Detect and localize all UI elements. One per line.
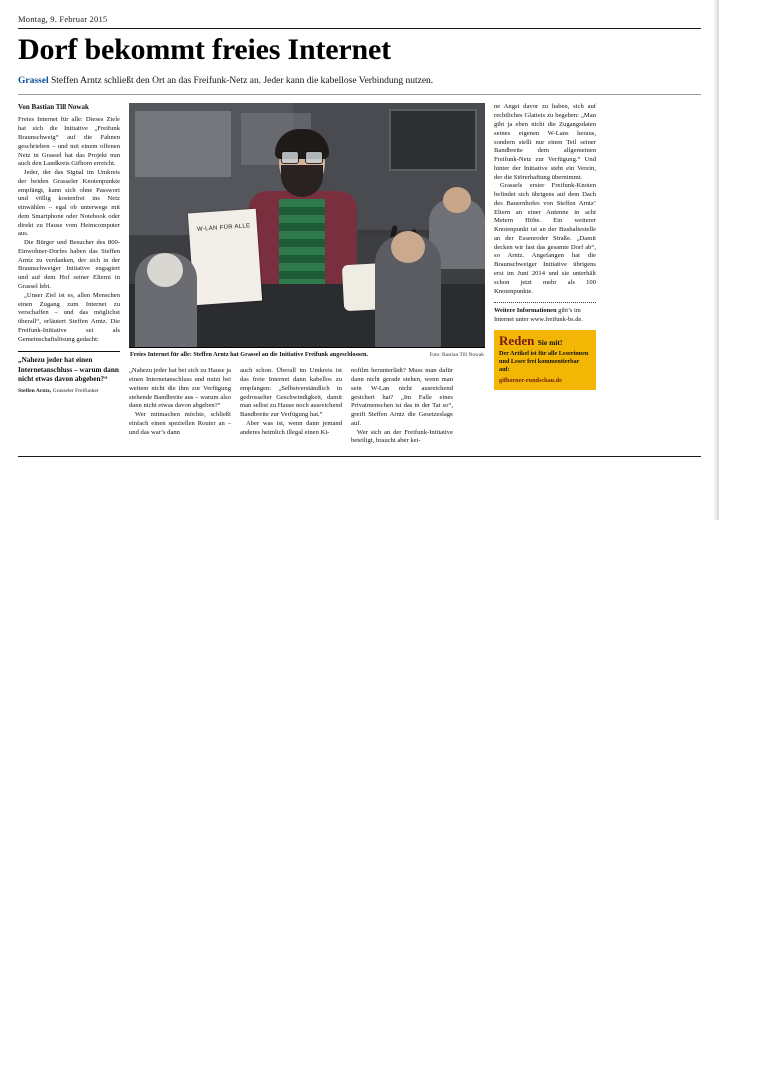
photo-sign-text: W-LAN FÜR ALLE	[196, 223, 251, 234]
paragraph: Freies Internet für alle: Dieses Ziele hat sich die Initiative „Freifunk Braunschweig“ auf die Fahnen geschrieben – und mit einem offenen Netz in Grassel hat das Projekt nun auch den Landkreis Gifhorn erreicht.	[18, 116, 120, 168]
reden-title-main: Reden	[499, 332, 535, 348]
pull-quote-text: „Nahezu jeder hat einen Internetanschluss – warum dann nicht etwas davon abgeben?“	[18, 356, 119, 383]
reden-link[interactable]: gifhorner-rundschau.de	[499, 377, 562, 385]
lower-columns	[129, 367, 485, 446]
pull-quote-source	[18, 388, 120, 394]
pull-quote-source-name: Steffen Arntz,	[18, 388, 52, 395]
paragraph: Grassels erster Freifunk-Knoten befindet sich übrigens auf dem Dach des Bauernhofes von Steffen Arntz’ Eltern an einer Antenne in acht Metern Höhe. Ein weiterer Knotenpunkt ist an der Bushaltestelle an der Essenroder Straße. „Damit decken wir fast das gesamte Dorf ab“, so Arntz. Angefangen hat die Braunschweiger Initiative übrigens erst im Juni 2014 und sie unterhält schon jetzt mehr als 100 Knotenpunkte.	[494, 182, 596, 295]
paragraph: auch schon. Überall im Umkreis ist das freie Internet dann kabellos zu empfangen: „Selbstverständlich in gedrosselter Geschwindigkeit, damit man selbst zu Hause noch ausreichend Bandbreite zur Verfügung hat.“	[240, 367, 342, 419]
more-info	[494, 307, 596, 324]
paragraph: ne Angst davor zu haben, sich auf rechtliches Glatteis zu begeben: „Man gibt ja eben nicht die Zugangsdaten seines eigenen W-Lans heraus, sondern stellt nur einen Teil seiner Bandbreite dem allgemeinen Freifunk-Netz zur Verfügung.“ Und hinter der Initiative steht ein Verein, der die Störerhaftung übernimmt.	[494, 103, 596, 181]
paragraph: Aber was ist, wenn dann jemand anderes heimlich illegal einen Ki-	[240, 419, 342, 436]
paragraph: „Nahezu jeder hat bei sich zu Hause ja einen Internetanschluss und nutzt bei weitem nicht die ihm zur Verfügung stehende Bandbreite aus – warum also dann nicht etwas davon abgeben?“	[129, 367, 231, 410]
photo-sign	[188, 209, 262, 306]
top-rule	[18, 28, 701, 29]
headline: Dorf bekommt freies Internet	[18, 33, 391, 66]
photo-window	[135, 111, 231, 177]
subline-rule	[18, 94, 701, 95]
subline	[18, 76, 701, 88]
photo-screen	[389, 109, 477, 171]
paragraph: nofilm herunterlädt? Muss man dafür dann nicht gerade stehen, wenn man sein W-Lan nicht ausreichend gesichert hat? „Im Falle eines Privatmenschen ist das in der Tat so“, greift Steffen Arntz die Gesetzeslage auf.	[351, 367, 453, 427]
more-info-text: gibt’s im Internet unter www.freifunk-bs.de.	[494, 307, 583, 323]
quote-rule	[18, 351, 120, 352]
bottom-rule	[18, 456, 701, 457]
paragraph: Jeder, der das Signal im Umkreis der beiden Grasseler Knotenpunkte empfängt, kann sich ohne Passwort und völlig kostenfrei ins Netz einwählen – egal ob unterwegs mit dem Smartphone oder Notebook oder direkt zu Hause vom Heimcomputer aus.	[18, 169, 120, 238]
article-photo	[129, 103, 485, 347]
column-1	[18, 103, 120, 394]
pull-quote-source-role: Grasseler Freifunker	[51, 388, 99, 395]
column-2	[129, 367, 231, 446]
reden-text: Der Artikel ist für alle Leserinnen und Leser frei kommentierbar auf:	[499, 349, 589, 374]
photo-subject-glasses	[281, 151, 323, 162]
article-sheet	[0, 0, 719, 520]
reden-title-sub: Sie mit!	[537, 337, 563, 347]
photo-credit: Foto: Bastian Till Nowak	[429, 351, 484, 358]
photo-caption-bar	[129, 347, 485, 359]
dotted-divider	[494, 302, 596, 303]
more-info-label: Weitere Informationen	[494, 307, 557, 315]
byline: Von Bastian Till Nowak	[18, 103, 89, 112]
paragraph: Die Bürger und Besucher des 800-Einwohner-Dorfes haben das Steffen Arntz zu verdanken, der sich in der Braunschweiger Initiative engagiert und auf dem Hof seiner Elterni in Grassel lebt.	[18, 239, 120, 291]
reden-sie-mit-box[interactable]	[494, 330, 596, 390]
paragraph: „Unser Ziel ist es, allen Menschen einen Zugang zum Internet zu verschaffen – und das möglichst überall“, erläutert Steffen Arntz. Die Freifunk-Initiative sei als Gemeinschaftslösung gedacht:	[18, 291, 120, 343]
kicker: Grassel	[18, 75, 49, 86]
paragraph: Wer sich an der Freifunk-Initiative beteiligt, braucht aber kei-	[351, 428, 453, 445]
column-3	[240, 367, 342, 446]
reden-title	[499, 334, 591, 347]
paragraph: Wer mitmachen möchte, schließt einfach einen speziellen Router an – und das war’s dann	[129, 411, 231, 436]
article-columns	[18, 103, 701, 446]
photo-caption: Freies Internet für alle: Steffen Arntz hat Grassel an die Initiative Freifunk angeschlossen.	[130, 351, 369, 359]
column-4	[351, 367, 453, 446]
column-5	[494, 103, 596, 390]
photo-block	[129, 103, 485, 446]
photo-subject-shirt	[279, 199, 325, 285]
dateline: Montag, 9. Februar 2015	[18, 14, 108, 24]
pull-quote	[18, 351, 120, 394]
subline-text: Steffen Arntz schließt den Ort an das Freifunk-Netz an. Jeder kann die kabellose Verbindung nutzen.	[48, 75, 434, 86]
